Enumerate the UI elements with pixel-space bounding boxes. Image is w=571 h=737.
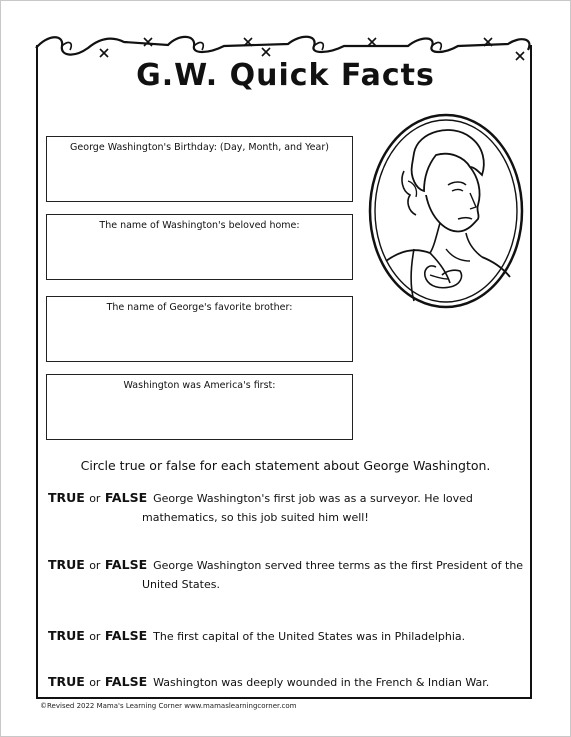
- first-prompt: Washington was America's first:: [123, 380, 276, 391]
- statement-2-text-line1: George Washington served three terms as the first President of the: [153, 559, 524, 572]
- brother-answer-box[interactable]: [46, 296, 353, 362]
- statement-3-text: The first capital of the United States was in Philadelphia.: [153, 630, 466, 643]
- first-answer-box[interactable]: [46, 374, 353, 440]
- washington-portrait-icon: [366, 111, 526, 311]
- copyright-footer: ©Revised 2022 Mama's Learning Corner www.mamaslearningcorner.com: [40, 702, 297, 710]
- page-title: G.W. Quick Facts: [136, 58, 435, 93]
- true-false-label[interactable]: TRUE or FALSE: [48, 674, 148, 689]
- true-false-label[interactable]: TRUE or FALSE: [48, 490, 148, 505]
- statement-1-text-line2: mathematics, so this job suited him well!: [142, 511, 369, 524]
- statement-2-text-line2: United States.: [142, 578, 220, 591]
- birthday-prompt: George Washington's Birthday: (Day, Month, and Year): [70, 142, 329, 153]
- statement-1-text-line1: George Washington's first job was as a surveyor. He loved: [153, 492, 473, 505]
- statement-2: [48, 555, 528, 594]
- brother-prompt: The name of George's favorite brother:: [106, 302, 293, 313]
- instructions-text: Circle true or false for each statement about George Washington.: [80, 458, 491, 473]
- statement-4: [48, 672, 528, 692]
- home-answer-box[interactable]: [46, 214, 353, 280]
- statement-3: [48, 626, 528, 646]
- statement-4-text: Washington was deeply wounded in the French & Indian War.: [153, 676, 490, 689]
- true-false-label[interactable]: TRUE or FALSE: [48, 628, 148, 643]
- true-false-label[interactable]: TRUE or FALSE: [48, 557, 148, 572]
- statement-1: [48, 488, 528, 527]
- birthday-answer-box[interactable]: [46, 136, 353, 202]
- home-prompt: The name of Washington's beloved home:: [99, 220, 300, 231]
